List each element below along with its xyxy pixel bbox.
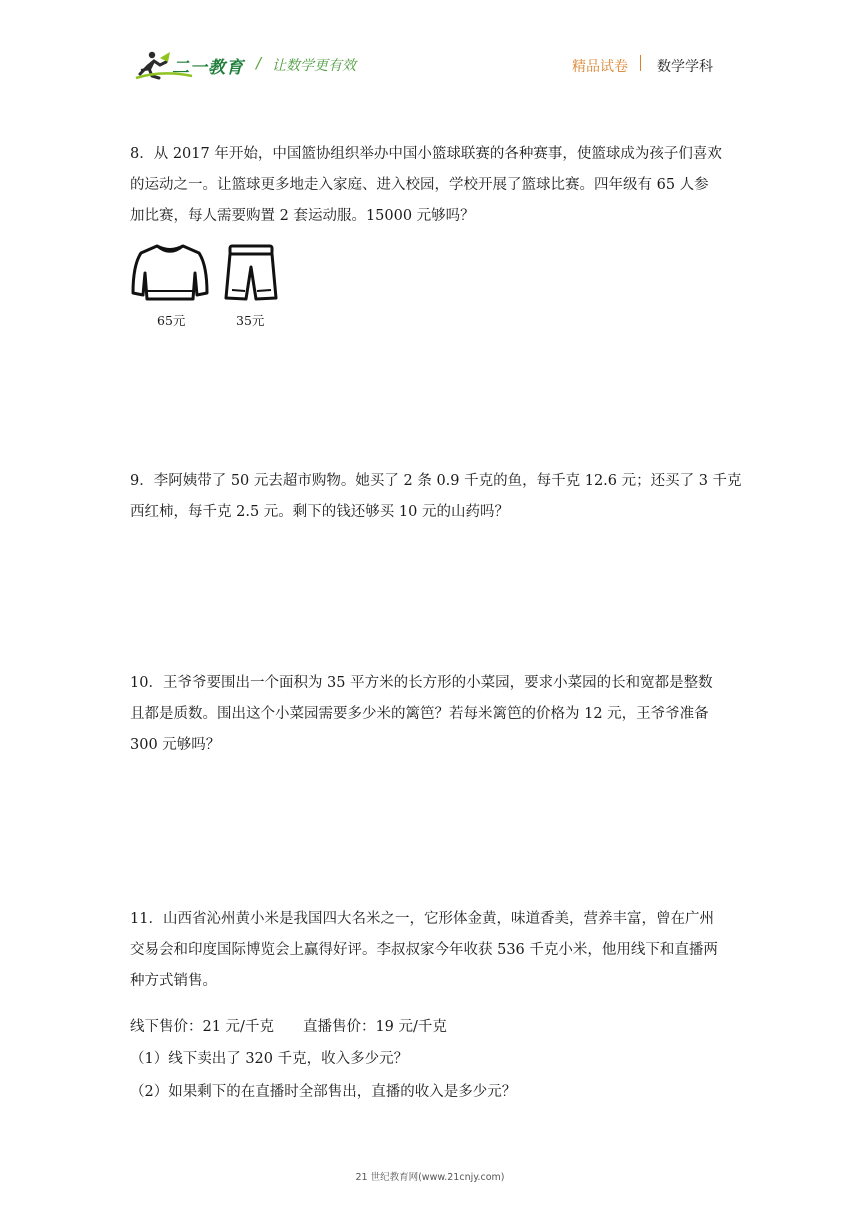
badge-premium-exam: 精品试卷 <box>572 59 628 75</box>
shirt-icon <box>131 243 209 303</box>
question-10 <box>130 668 730 761</box>
question-11-sub-1: （1）线下卖出了 320 千克，收入多少元？ <box>130 1051 409 1067</box>
badge-divider <box>640 55 641 71</box>
question-10-line-3: 300 元够吗？ <box>130 737 221 753</box>
question-9-line-2: 西红柿，每千克 2.5 元。剩下的钱还够买 10 元的山药吗？ <box>130 504 509 520</box>
shirt-price: 65元 <box>157 313 186 328</box>
shorts-price: 35元 <box>236 313 265 328</box>
question-11-line-3: 种方式销售。 <box>130 973 217 989</box>
page-header <box>0 0 860 100</box>
question-10-line-1: 10．王爷爷要围出一个面积为 35 平方米的长方形的小菜园，要求小菜园的长和宽都是整数 <box>130 675 713 691</box>
question-9-line-1: 9．李阿姨带了 50 元去超市购物。她买了 2 条 0.9 千克的鱼，每千克 12.6 元；还买了 3 千克 <box>130 473 742 489</box>
question-11-prices: 线下售价：21 元/千克 直播售价：19 元/千克 <box>130 1019 447 1035</box>
question-8-line-3: 加比赛，每人需要购置 2 套运动服。15000 元够吗？ <box>130 208 475 224</box>
question-11-line-1: 11．山西省沁州黄小米是我国四大名米之一，它形体金黄，味道香美，营养丰富，曾在广州 <box>130 911 714 927</box>
question-11-sub-2: （2）如果剩下的在直播时全部售出，直播的收入是多少元？ <box>130 1084 517 1100</box>
page-footer: 21 世纪教育网(www.21cnjy.com) <box>355 1172 505 1183</box>
slogan: 让数学更有效 <box>272 58 356 74</box>
slogan-separator: / <box>256 54 262 72</box>
shorts-icon <box>224 243 280 303</box>
question-10-line-2: 且都是质数。围出这个小菜园需要多少米的篱笆？若每米篱笆的价格为 12 元，王爷爷准备 <box>130 706 709 722</box>
question-9 <box>130 466 742 528</box>
logo-text: 二一教育 <box>172 58 244 78</box>
badge-subject: 数学学科 <box>657 59 713 75</box>
question-11-line-2: 交易会和印度国际博览会上赢得好评。李叔叔家今年收获 536 千克小米，他用线下和直播两 <box>130 942 718 958</box>
question-11 <box>130 904 730 997</box>
question-8-line-2: 的运动之一。让篮球更多地走入家庭、进入校园，学校开展了篮球比赛。四年级有 65 人参 <box>130 177 709 193</box>
question-8-line-1: 8．从 2017 年开始，中国篮协组织举办中国小篮球联赛的各种赛事，使篮球成为孩子们喜欢 <box>130 146 722 162</box>
question-8 <box>130 139 730 232</box>
